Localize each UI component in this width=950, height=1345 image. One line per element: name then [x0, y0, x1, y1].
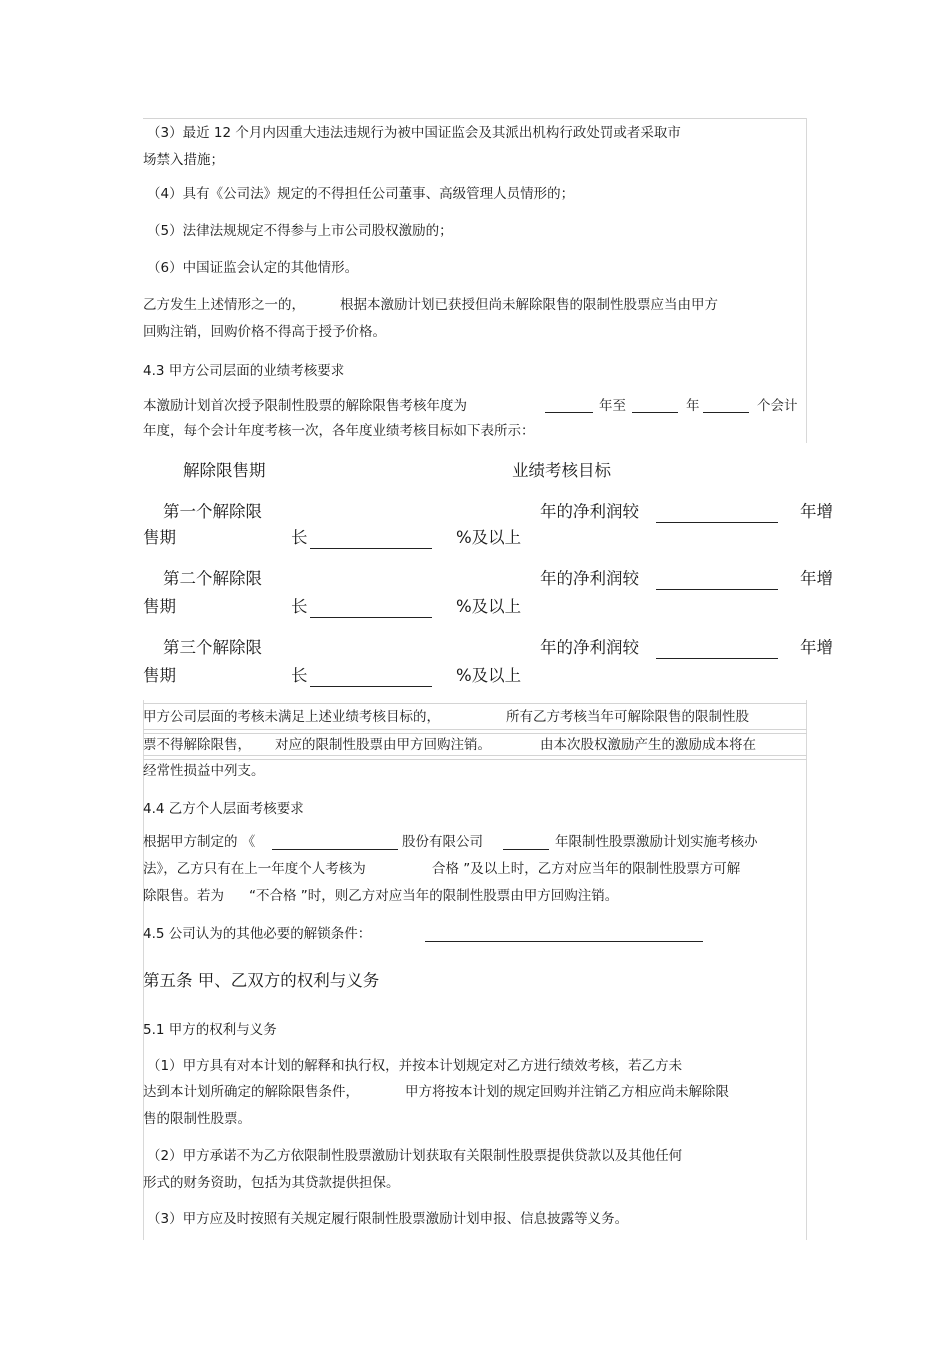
table-row-2-target-b: 年增	[800, 569, 833, 588]
section-5-1-p2-line-1: （2）甲方承诺不为乙方依限制性股票激励计划获取有关限制性股票提供贷款以及其他任何	[147, 1148, 683, 1164]
section-4-4-line-1c: 年限制性股票激励计划实施考核办	[555, 834, 758, 850]
section-4-4-line-1a: 根据甲方制定的 《	[143, 834, 256, 850]
section-4-4-line-3a: 除限售。若为	[143, 888, 224, 904]
section-4-4-line-3b: “不合格 ”时，则乙方对应当年的限制性股票由甲方回购注销。	[249, 888, 619, 904]
table-row-2-grow: 长	[291, 597, 308, 616]
section-5-1-p1-line-1: （1）甲方具有对本计划的解释和执行权，并按本计划规定对乙方进行绩效考核，若乙方未	[147, 1058, 683, 1074]
table-row-3-target-a: 年的净利润较	[540, 638, 639, 657]
summary-line-1a: 乙方发生上述情形之一的，	[143, 297, 305, 313]
summary-line-2: 回购注销，回购价格不得高于授予价格。	[143, 324, 386, 340]
table-row-1-target-a: 年的净利润较	[540, 502, 639, 521]
after-table-line-2a: 票不得解除限售，	[143, 737, 251, 753]
table-row-3-pct: %及以上	[456, 666, 522, 685]
table-row-3-blank-year[interactable]	[656, 658, 778, 659]
frame-mid-rule-2	[143, 729, 807, 730]
blank-year-3[interactable]	[703, 412, 749, 413]
section-5-1-p1-line-2b: 甲方将按本计划的规定回购并注销乙方相应尚未解除限	[405, 1084, 729, 1100]
item-4: （4）具有《公司法》规定的不得担任公司董事、高级管理人员情形的；	[147, 186, 575, 202]
table-row-1-grow: 长	[291, 528, 308, 547]
section-5-1-p1-line-2a: 达到本计划所确定的解除限售条件，	[143, 1084, 359, 1100]
table-row-3-grow: 长	[291, 666, 308, 685]
section-4-3-intro-a: 本激励计划首次授予限制性股票的解除限售考核年度为	[143, 398, 467, 414]
table-row-2-period-a: 第二个解除限	[163, 569, 262, 588]
frame-mid-rule-3	[143, 733, 807, 734]
table-row-1-blank-pct[interactable]	[310, 548, 432, 549]
section-4-3-heading: 4.3 甲方公司层面的业绩考核要求	[143, 363, 345, 379]
table-row-2-period-b: 售期	[143, 597, 176, 616]
after-table-line-3: 经常性损益中列支。	[143, 763, 265, 779]
frame-right-rule-upper	[806, 118, 807, 443]
table-row-3-period-b: 售期	[143, 666, 176, 685]
table-header-period: 解除限售期	[183, 461, 266, 480]
table-row-3-target-b: 年增	[800, 638, 833, 657]
section-4-4-heading: 4.4 乙方个人层面考核要求	[143, 801, 304, 817]
table-row-2-blank-pct[interactable]	[310, 617, 432, 618]
frame-top-rule	[143, 118, 807, 119]
section-4-3-intro-year1: 年至	[599, 398, 626, 414]
table-row-1-blank-year[interactable]	[656, 522, 778, 523]
table-header-target: 业绩考核目标	[512, 461, 611, 480]
section-5-1-p3: （3）甲方应及时按照有关规定履行限制性股票激励计划申报、信息披露等义务。	[147, 1211, 629, 1227]
table-row-2-target-a: 年的净利润较	[540, 569, 639, 588]
table-row-2-blank-year[interactable]	[656, 589, 778, 590]
blank-company-name[interactable]	[272, 849, 398, 850]
summary-line-1b: 根据本激励计划已获授但尚未解除限售的限制性股票应当由甲方	[340, 297, 718, 313]
section-4-3-intro-year2: 年	[686, 398, 700, 414]
frame-mid-rule-5	[143, 759, 807, 760]
table-row-1-period-a: 第一个解除限	[163, 502, 262, 521]
blank-other-conditions[interactable]	[425, 941, 703, 942]
item-3-line-1: （3）最近 12 个月内因重大违法违规行为被中国证监会及其派出机构行政处罚或者采取市	[147, 125, 681, 141]
section-4-3-intro-line-2: 年度，每个会计年度考核一次，各年度业绩考核目标如下表所示：	[143, 423, 535, 439]
section-4-3-intro-year3: 个会计	[757, 398, 798, 414]
after-table-line-2b: 对应的限制性股票由甲方回购注销。	[275, 737, 491, 753]
after-table-line-1b: 所有乙方考核当年可解除限售的限制性股	[506, 709, 749, 725]
section-4-5-heading: 4.5 公司认为的其他必要的解锁条件：	[143, 926, 372, 942]
frame-right-rule-lower	[806, 700, 807, 1240]
item-6: （6）中国证监会认定的其他情形。	[147, 260, 359, 276]
table-row-3-blank-pct[interactable]	[310, 686, 432, 687]
section-4-4-line-1b: 股份有限公司	[402, 834, 483, 850]
table-row-1-pct: %及以上	[456, 528, 522, 547]
article-5-title: 第五条 甲、乙双方的权利与义务	[143, 971, 380, 990]
table-row-1-target-b: 年增	[800, 502, 833, 521]
frame-mid-rule-1	[143, 703, 807, 704]
section-4-4-line-2a: 法》，乙方只有在上一年度个人考核为	[143, 861, 366, 877]
blank-year-1[interactable]	[545, 412, 593, 413]
blank-plan-year[interactable]	[503, 849, 549, 850]
after-table-line-2c: 由本次股权激励产生的激励成本将在	[540, 737, 756, 753]
after-table-line-1a: 甲方公司层面的考核未满足上述业绩考核目标的，	[143, 709, 440, 725]
section-5-1-p2-line-2: 形式的财务资助，包括为其贷款提供担保。	[143, 1175, 400, 1191]
section-5-1-heading: 5.1 甲方的权利与义务	[143, 1022, 277, 1038]
table-row-3-period-a: 第三个解除限	[163, 638, 262, 657]
item-3-line-2: 场禁入措施；	[143, 152, 224, 168]
frame-mid-rule-4	[143, 755, 807, 756]
item-5: （5）法律法规规定不得参与上市公司股权激励的；	[147, 223, 453, 239]
table-row-2-pct: %及以上	[456, 597, 522, 616]
section-5-1-p1-line-3: 售的限制性股票。	[143, 1111, 251, 1127]
blank-year-2[interactable]	[632, 412, 678, 413]
table-row-1-period-b: 售期	[143, 528, 176, 547]
section-4-4-line-2b: 合格 ”及以上时，乙方对应当年的限制性股票方可解	[432, 861, 741, 877]
